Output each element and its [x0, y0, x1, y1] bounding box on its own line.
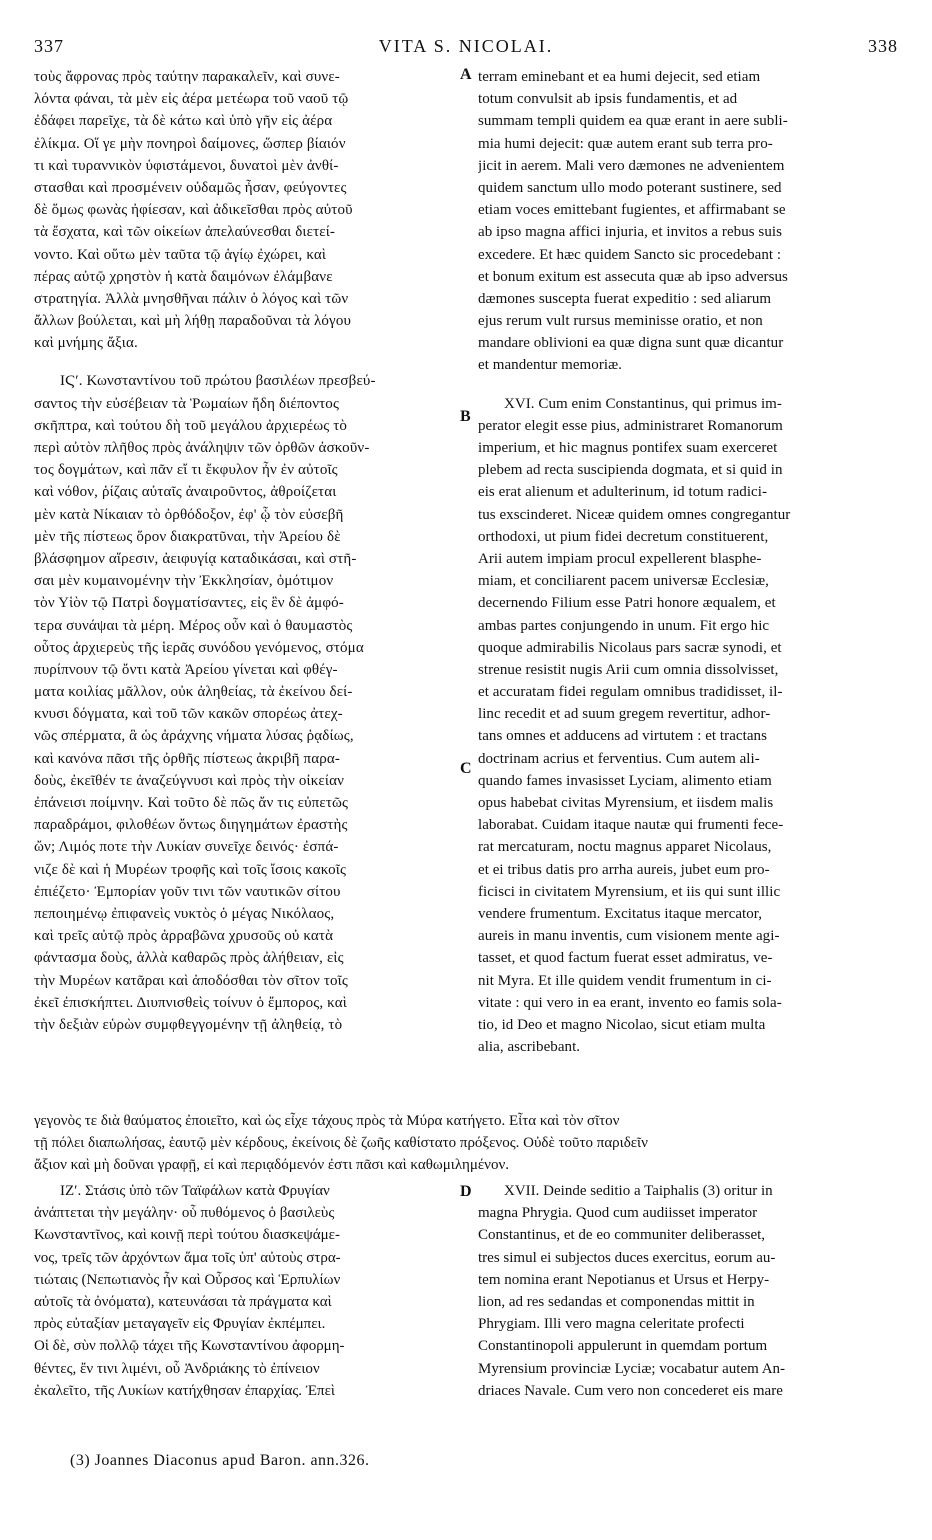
text-line: τερα συνάψαι τὰ μέρη. Μέρος οὖν καὶ ὁ θαυμαστὸς	[34, 617, 353, 634]
text-line: aureis in manu inventis, cum visionem mente agi-	[478, 928, 780, 945]
text-line: ὤν; Λιμός ποτε τὴν Λυκίαν συνεῖχε δεινός· ἐσπά-	[34, 839, 339, 856]
text-line: τὰ ἔσχατα, καὶ τῶν οἰκείων ἀπελαύνεσθαι διετεί-	[34, 224, 336, 241]
greek-paragraph-17	[34, 1180, 458, 1402]
running-title: VITA S. NICOLAI.	[378, 36, 554, 56]
text-line: nit Myra. Et ille quidem vendit frumentum in ci-	[478, 972, 772, 989]
text-line: etiam voces emittebant fugientes, et affirmabant se	[478, 202, 786, 219]
text-line: lion, ad res sedandas et componendas mittit in	[478, 1293, 755, 1310]
greek-paragraph-15	[34, 66, 458, 354]
text-line: decernendo Filium esse Patri honore æqualem, et	[478, 595, 776, 612]
text-line: Constantinopoli appulerunt in quemdam portum	[478, 1338, 768, 1355]
text-line: σκῆπτρα, καὶ τούτου δὴ τοῦ μεγάλου ἀρχιερέως τὸ	[34, 417, 348, 434]
text-line: quoque admirabilis Nicolaus pars sacræ synodi, et	[478, 639, 782, 656]
text-line: tus exscinderet. Niceæ quidem omnes congregantur	[478, 506, 791, 523]
text-line: νῶς σπέρματα, ἃ ὡς ἀράχνης νήματα λύσας ῥᾳδίως,	[34, 728, 354, 745]
text-line: πέρας αὐτῷ χρηστὸν ἡ κατὰ δαιμόνων ἐλάμβανε	[34, 268, 333, 285]
text-line: imperium, et hic magnus pontifex suam exerceret	[478, 440, 778, 456]
text-line: βλάσφημον αἵρεσιν, ἀειφυγίᾳ καταδικάσαι, καὶ στῆ-	[34, 550, 357, 567]
text-line: σαι μὲν κυμαινομένην τὴν Ἐκκλησίαν, ὁμότιμον	[34, 573, 334, 590]
text-line: γεγονὸς τε διὰ θαύματος ἐποιεῖτο, καὶ ὡς εἶχε τάχους πρὸς τὰ Μύρα κατήγετο. Εἶτα καὶ τὸν σῖτον	[34, 1113, 620, 1129]
text-line: miam, et conciliarent pacem universæ Ecclesiæ,	[478, 573, 769, 590]
greek-paragraph-16	[34, 370, 458, 1036]
text-line: ficisci in civitatem Myrensium, et iis qui sunt illic	[478, 883, 781, 900]
text-line: Οἱ δὲ, σὺν πολλῷ τάχει τῆς Κωνσταντίνου ἀφορμη-	[34, 1338, 345, 1355]
text-line: ἐκεῖ ἐπισκήπτει. Διυπνισθεὶς τοίνυν ὁ ἔμπορος, καὶ	[34, 994, 347, 1011]
text-line: orthodoxi, ut pium fidei decretum constituerent,	[478, 528, 769, 545]
text-line: τὴν Μυρέων κατᾶραι καὶ ἀποδόσθαι τὸν σῖτον τοῖς	[34, 972, 348, 989]
text-line: καὶ νόθον, ῥίζαις αὐταῖς ἀναιροῦντος, ἀθροίζεται	[34, 484, 337, 501]
text-line: ab ipso magna affici injuria, et invitos a rebus suis	[478, 224, 782, 241]
footnote: (3) Joannes Diaconus apud Baron. ann.326.	[70, 1452, 370, 1469]
greek-full-width-lines	[34, 1110, 904, 1177]
latin-paragraph-17	[478, 1180, 904, 1402]
margin-marker-a: A	[460, 66, 472, 83]
text-line: ΙΖʹ. Στάσις ὑπὸ τῶν Ταϊφάλων κατὰ Φρυγίαν	[60, 1183, 330, 1199]
text-line: ἐδάφει παρεῖχε, τὰ δὲ κάτω καὶ ὑπὸ γῆν εἰς ἀέρα	[34, 113, 333, 130]
text-line: et ei tribus datis pro arrha aureis, jubet eum pro-	[478, 861, 770, 878]
text-line: vendere frumentum. Excitatus itaque mercator,	[478, 905, 763, 922]
text-line: XVII. Deinde seditio a Taiphalis (3) oritur in	[504, 1183, 773, 1199]
text-line: ἀνάπτεται τὴν μεγάλην· οὗ πυθόμενος ὁ βασιλεὺς	[34, 1205, 335, 1222]
text-line: dæmones suscepta fuerat expeditio : sed aliarum	[478, 290, 772, 307]
text-line: αὐτοῖς τὰ ὀνόματα), κατευνάσαι τὰ πράγματα καὶ	[34, 1293, 332, 1310]
text-line: totum convulsit ab ipsis fundamentis, et ad	[478, 91, 738, 108]
text-line: λόντα φάναι, τὰ μὲν εἰς ἀέρα μετέωρα τοῦ ναοῦ τῷ	[34, 91, 349, 108]
text-line: Κωνσταντῖνος, καὶ κοινῇ περὶ τούτου διασκεψάμε-	[34, 1227, 340, 1244]
text-line: κνυσι δόγματα, καὶ τοῦ τῶν κακῶν σπορέως ἀτεχ-	[34, 706, 343, 723]
text-line: Arii autem impiam procul expellerent blasphe-	[478, 550, 762, 567]
text-line: tasset, et quod factum fuerat esset admiratus, ve-	[478, 950, 773, 967]
text-line: vitate : qui vero in ea erant, invento eo famis sola-	[478, 994, 782, 1011]
text-line: παραδράμοι, φιλοθέων ὄντως διηγημάτων ἐραστὴς	[34, 817, 348, 834]
page-number-right: 338	[868, 36, 898, 56]
text-line: et mandentur memoriæ.	[478, 357, 622, 374]
text-line: μὲν τῆς πίστεως ὅρον διακρατῦναι, τὴν Ἀρείου δὲ	[34, 528, 341, 545]
text-line: ἄξιον καὶ μὴ δοῦναι γραφῇ, εἰ καὶ περιᾳδόμενόν ἐστι πᾶσι καὶ καθωμιλημένον.	[34, 1157, 509, 1174]
text-line: καὶ κανόνα πᾶσι τῆς ὀρθῆς πίστεως ἀκριβῆ παρα-	[34, 750, 341, 767]
text-line: tem nomina erant Nepotianus et Ursus et Herpy-	[478, 1271, 770, 1288]
text-line: ἐκαλεῖτο, τῆς Λυκίων κατήχθησαν ἐπαρχίας. Ἐπεὶ	[34, 1382, 335, 1399]
text-line: strenue resistit nugis Arii cum omnia dissolvisset,	[478, 661, 779, 678]
latin-paragraph-15	[478, 66, 904, 377]
text-line: plebem ad recta suscipienda dogmata, et si quid in	[478, 462, 783, 479]
text-line: tio, id Deo et magno Nicolao, sicut etiam multa	[478, 1016, 766, 1033]
text-line: καὶ τρεῖς αὐτῷ πρὸς ἀρραβῶνα χρυσοῦς οὐ κατὰ	[34, 928, 334, 945]
text-line: φάντασμα δοὺς, ἀλλὰ καθαρῶς πρὸς ἀλήθειαν, εἰς	[34, 950, 344, 967]
text-line: eis erat alienum et adulterinum, id totum radici-	[478, 484, 768, 501]
text-line: ἐλίκμα. Οἵ γε μὴν πονηροὶ δαίμονες, ὥσπερ βίαιόν	[34, 135, 346, 152]
text-line: terram eminebant et ea humi dejecit, sed etiam	[478, 69, 761, 85]
text-line: magna Phrygia. Quod cum audiisset imperator	[478, 1205, 758, 1222]
margin-marker-b: B	[460, 408, 471, 425]
text-line: tans omnes et adducens ad virtutem : et tractans	[478, 728, 767, 745]
text-line: linc recedit et ad suum gregem revertitur, adhor-	[478, 706, 771, 723]
text-line: πυρίπνουν τῷ ὄντι κατὰ Ἀρείου γίνεται καὶ φθέγ-	[34, 661, 338, 678]
margin-marker-c: C	[460, 760, 472, 777]
text-line: XVI. Cum enim Constantinus, qui primus im-	[504, 395, 782, 412]
text-line: et accuratam fidei regulam omnibus tradidisset, il-	[478, 684, 783, 701]
text-line: Constantinus, et de eo communiter deliberasset,	[478, 1227, 766, 1244]
text-line: doctrinam acrius et ferventius. Cum autem ali-	[478, 750, 760, 767]
running-header	[34, 36, 898, 60]
text-line: νοντο. Καὶ οὕτω μὲν ταῦτα τῷ ἁγίῳ ἐχώρει, καὶ	[34, 246, 327, 263]
text-line: πρὸς εὐταξίαν μεταγαγεῖν εἰς Φρυγίαν ἐκπέμπει.	[34, 1316, 326, 1333]
text-line: τῇ πόλει διαπωλήσας, ἑαυτῷ μὲν κέρδους, ἐκείνοις δὲ ζωῆς καθίστατο πρόξενος. Οὐδὲ τοῦτο παριδεῖν	[34, 1135, 648, 1152]
text-line: laborabat. Cuidam itaque nautæ qui frumenti fece-	[478, 817, 784, 834]
text-line: σαντος τὴν εὐσέβειαν τὰ Ῥωμαίων ἤδη διέποντος	[34, 395, 340, 412]
text-line: tres simul ei subjectos duces exercitus, eorum au-	[478, 1249, 776, 1266]
text-line: θέντες, ἔν τινι λιμένι, οὗ Ἀνδριάκης τὸ ἐπίνειον	[34, 1360, 320, 1377]
text-line: jicit in aerem. Mali vero dæmones ne advenientem	[478, 157, 785, 174]
text-line: ΙϚʹ. Κωνσταντίνου τοῦ πρώτου βασιλέων πρεσβεύ-	[60, 373, 376, 390]
text-line: quando fames invasisset Lyciam, alimento etiam	[478, 772, 772, 789]
text-line: μὲν κατὰ Νίκαιαν τὸ ὀρθόδοξον, ἐφ' ᾧ τὸν εὐσεβῆ	[34, 506, 344, 523]
text-line: Myrensium provinciæ Lyciæ; vocabatur autem An-	[478, 1360, 786, 1377]
greek-column-top	[34, 66, 458, 1036]
text-line: ejus rerum vult rursus meminisse oratio, et non	[478, 313, 763, 330]
text-line: summam templi quidem ea quæ erant in aere subli-	[478, 113, 788, 130]
text-line: καὶ μνήμης ἄξια.	[34, 335, 138, 352]
text-line: οὗτος ἀρχιερεὺς τῆς ἱερᾶς συνόδου γενόμενος, στόμα	[34, 639, 364, 656]
latin-column-top	[478, 66, 904, 1058]
text-line: ἄλλων βούλεται, καὶ μὴ λήθῃ παραδοῦναι τὰ λόγου	[34, 313, 352, 330]
text-line: quidem sanctum ullo modo poterant sustinere, sed	[478, 179, 782, 196]
text-line: mia humi dejecit: quæ autem erant sub terra pro-	[478, 135, 773, 152]
text-line: τὸν Υἱὸν τῷ Πατρὶ δογματίσαντες, εἰς ἓν δὲ ἀμφό-	[34, 595, 344, 612]
text-line: τι καὶ τυραννικὸν ὑφιστάμενοι, δυνατοὶ μὲν ἀνθί-	[34, 157, 339, 174]
text-line: νος, τρεῖς τῶν ἀρχόντων ἅμα τοῖς ὑπ' αὐτοὺς στρα-	[34, 1249, 341, 1266]
page-number-left: 337	[34, 36, 64, 56]
text-line: excedere. Et hæc quidem Sancto sic procedebant :	[478, 246, 782, 263]
text-line: mandare oblivioni ea quæ digna sunt quæ dicantur	[478, 335, 784, 352]
text-line: ἐπάνεισι ποίμνην. Καὶ τοῦτο δὲ πῶς ἄν τις εὐπετῶς	[34, 795, 349, 811]
text-line: περὶ αὐτὸν πλῆθος πρὸς ἀνάληψιν τῶν ὀρθῶν ἀσκοῦν-	[34, 440, 370, 456]
text-line: στρατηγία. Ἀλλὰ μνησθῆναι πάλιν ὁ λόγος καὶ τῶν	[34, 290, 349, 307]
text-line: δοὺς, ἐκεῖθέν τε ἀναζεύγνυσι καὶ πρὸς τὴν οἰκείαν	[34, 772, 345, 789]
text-line: alia, ascribebant.	[478, 1039, 581, 1056]
text-line: ἐπιέζετο· Ἐμπορίαν γοῦν τινι τῶν ναυτικῶν σίτου	[34, 883, 341, 900]
text-line: perator elegit esse pius, administraret Romanorum	[478, 417, 783, 434]
text-line: στασθαι καὶ προσμένειν οὐδαμῶς ἦσαν, φεύγοντες	[34, 179, 347, 196]
latin-paragraph-16	[478, 393, 904, 1059]
text-line: ambas partes conjungendo in unum. Fit ergo hic	[478, 617, 770, 634]
text-line: rat mercaturam, noctu magnus apparet Nicolaus,	[478, 839, 772, 856]
text-line: πεποιημένῳ ἐπιφανεὶς νυκτὸς ὁ μέγας Νικόλαος,	[34, 905, 335, 922]
text-line: τιώταις (Νεπωτιανὸς ἦν καὶ Οὖρσος καὶ Ἑρπυλίων	[34, 1271, 341, 1288]
text-line: Phrygiam. Illi vero magna celeritate profecti	[478, 1316, 745, 1333]
text-line: driaces Navale. Cum vero non concederet eis mare	[478, 1382, 783, 1399]
text-line: τὴν δεξιὰν εὑρὼν συμφθεγγομένην τῇ ἀληθείᾳ, τὸ	[34, 1016, 343, 1033]
text-line: τος δογμάτων, καὶ πᾶν εἴ τι ἔκφυλον ἦν ἐν αὐτοῖς	[34, 462, 338, 479]
text-line: νιζε δὲ καὶ ἡ Μυρέων τροφῆς καὶ τοῖς ἴσοις κακοῖς	[34, 861, 347, 878]
text-line: δὲ ὅμως φωνὰς ἠφίεσαν, καὶ ἀδικεῖσθαι πρὸς αὐτοῦ	[34, 202, 353, 219]
text-line: et bonum exitum est assecuta quæ ab ipso adversus	[478, 268, 788, 285]
text-line: ματα κοιλίας μᾶλλον, οὐκ ἀληθείας, τὰ ἐκείνου δεί-	[34, 684, 353, 701]
margin-marker-d: D	[460, 1183, 472, 1200]
text-line: opus habebat civitas Myrensium, et iisdem malis	[478, 795, 774, 811]
text-line: τοὺς ἄφρονας πρὸς ταύτην παρακαλεῖν, καὶ συνε-	[34, 69, 340, 85]
